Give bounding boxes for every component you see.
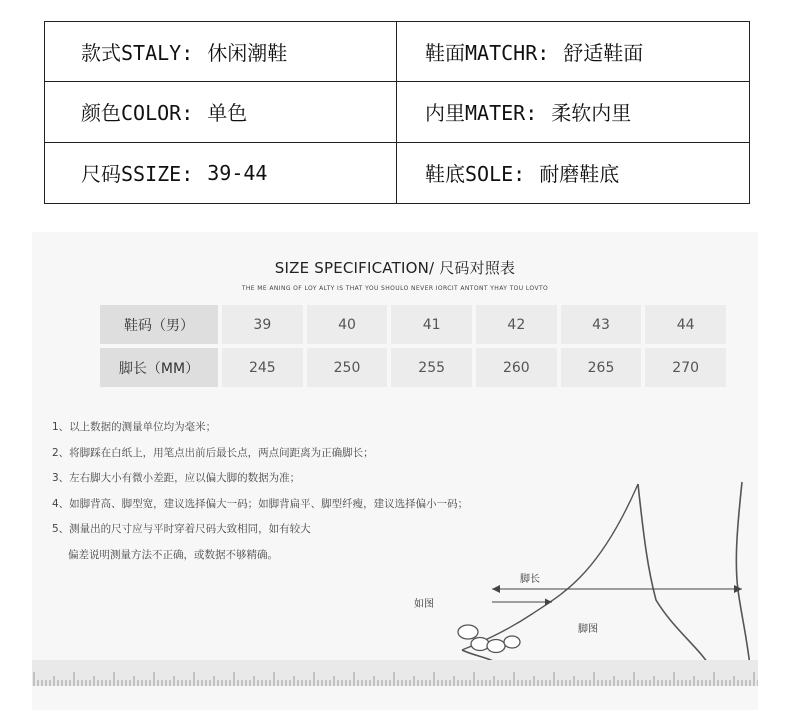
spec-key: 颜色COLOR: <box>81 101 194 126</box>
spec-key: 尺码SSIZE: <box>81 162 194 187</box>
length-cell: 245 <box>222 348 303 387</box>
foot-label: 脚图 <box>578 624 598 635</box>
toe <box>471 638 489 651</box>
toe <box>487 640 505 653</box>
note-line: 2、将脚踩在白纸上，用笔点出前后最长点，两点间距离为正确脚长； <box>52 446 374 459</box>
spec-cell-style <box>45 22 397 82</box>
toe-line <box>462 484 638 650</box>
foot-outline <box>462 484 712 684</box>
spec-value: 单色 <box>207 101 248 126</box>
note-line: 1、以上数据的测量单位均为毫米； <box>52 421 217 433</box>
note-line: 4、如脚背高、脚型宽，建议选择偏大一码；如脚背扁平、脚型纤瘦，建议选择偏小一码； <box>52 497 469 510</box>
spec-cell-color <box>45 82 397 142</box>
spec-value: 休闲潮鞋 <box>207 41 288 66</box>
spec-key: 款式STALY: <box>81 41 194 66</box>
foot-length-label: 脚长 <box>520 574 540 585</box>
length-cell: 260 <box>476 348 557 387</box>
size-chart-panel <box>32 232 758 710</box>
size-cell: 40 <box>307 305 388 344</box>
size-cell: 39 <box>222 305 303 344</box>
note-line: 3、左右脚大小有微小差距，应以偏大脚的数据为准； <box>52 472 301 484</box>
length-cell: 250 <box>307 348 388 387</box>
size-cell: 41 <box>391 305 472 344</box>
note-line: 偏差说明测量方法不正确，或数据不够精确。 <box>68 548 278 561</box>
measurement-notes <box>52 415 468 568</box>
spec-value: 舒适鞋面 <box>563 41 644 66</box>
spec-cell-sole <box>397 143 749 203</box>
size-cell: 42 <box>476 305 557 344</box>
size-chart-title: SIZE SPECIFICATION/ 尺码对照表 <box>274 259 516 277</box>
toe <box>458 625 478 639</box>
ruler <box>32 660 758 686</box>
foot-diagram <box>412 480 758 690</box>
pointer-head <box>545 599 552 606</box>
spec-value: 耐磨鞋底 <box>539 162 620 187</box>
spec-key: 鞋面MATCHR: <box>425 41 550 66</box>
length-cell: 255 <box>391 348 472 387</box>
spec-cell-upper <box>397 22 749 82</box>
size-row-header: 鞋码（男） <box>100 305 218 344</box>
as-shown-label: 如图 <box>414 599 434 610</box>
spec-key: 内里MATER: <box>425 101 538 126</box>
size-table <box>100 305 726 387</box>
spec-cell-lining <box>397 82 749 142</box>
spec-value: 39-44 <box>207 160 268 185</box>
length-cell: 270 <box>645 348 726 387</box>
length-cell: 265 <box>561 348 642 387</box>
spec-value: 柔软内里 <box>551 101 632 126</box>
length-row-header: 脚长（MM） <box>100 348 218 387</box>
size-cell: 44 <box>645 305 726 344</box>
size-chart-subtitle: THE ME ANING OF LOY ALTY IS THAT YOU SHOULO NEVER IORCIT ANTONT YHAY TOU LOVTO <box>241 285 549 292</box>
arrow-head-left <box>492 585 500 593</box>
leg-outline <box>736 482 752 684</box>
spec-table <box>44 21 750 204</box>
note-line: 5、测量出的尺寸应与平时穿着尺码大致相同，如有较大 <box>52 523 311 535</box>
spec-cell-size <box>45 143 397 203</box>
size-cell: 43 <box>561 305 642 344</box>
spec-key: 鞋底SOLE: <box>425 162 526 187</box>
toe <box>504 636 520 648</box>
